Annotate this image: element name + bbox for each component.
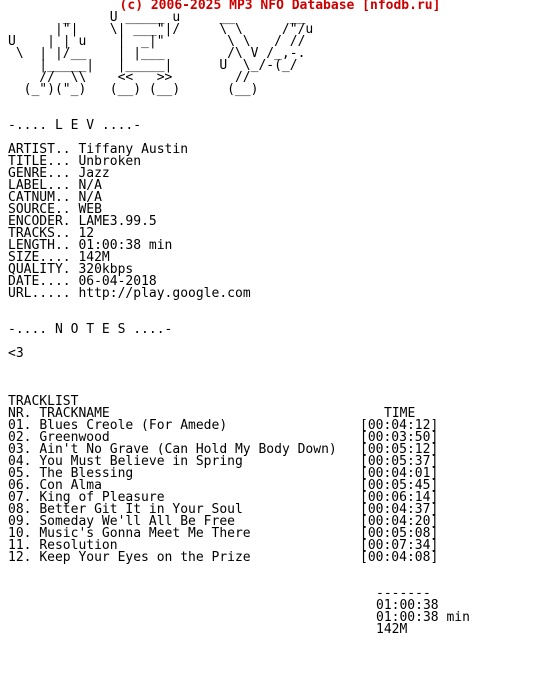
info-source: SOURCE.. WEB bbox=[8, 202, 102, 217]
section-heading-notes: -.... N O T E S ....- bbox=[8, 322, 173, 337]
info-length: LENGTH.. 01:00:38 min bbox=[8, 238, 173, 253]
info-tracks: TRACKS.. 12 bbox=[8, 226, 95, 241]
header-time: TIME bbox=[384, 406, 416, 421]
total-size: 142M bbox=[376, 622, 408, 637]
track-row: 05. The Blessing [00:04:01] bbox=[8, 466, 439, 481]
info-date: DATE.... 06-04-2018 bbox=[8, 274, 157, 289]
total-duration-min: 01:00:38 min bbox=[376, 610, 470, 625]
release-info bbox=[8, 144, 251, 300]
track-row: 03. Ain't No Grave (Can Hold My Body Down) [00:05:12] bbox=[8, 442, 439, 457]
track-row: 02. Greenwood [00:03:50] bbox=[8, 430, 439, 445]
track-row: 04. You Must Believe in Spring [00:05:37] bbox=[8, 454, 439, 469]
track-row: 11. Resolution [00:07:34] bbox=[8, 538, 439, 553]
info-label: LABEL... N/A bbox=[8, 178, 102, 193]
info-encoder: ENCODER. LAME3.99.5 bbox=[8, 214, 157, 229]
track-row: 08. Better Git It in Your Soul [00:04:37] bbox=[8, 502, 439, 517]
track-row: 06. Con Alma [00:05:45] bbox=[8, 478, 439, 493]
info-catnum: CATNUM.. N/A bbox=[8, 190, 102, 205]
section-heading-lev: -.... L E V ....- bbox=[8, 118, 142, 133]
track-row: 07. King of Pleasure [00:06:14] bbox=[8, 490, 439, 505]
ascii-art-logo: _ U _____ u __ __ |"| \| ___"|/ \ \ /"/u U | | u | _|" \ \ / // \ | |/__ | |___ /\ V /_,-. |_____| |_____| U \_/-(_/ // \\ << >> // (_")("_) (__) (__) (__) bbox=[8, 10, 314, 97]
info-artist: ARTIST.. Tiffany Austin bbox=[8, 142, 189, 157]
totals-rule: ------- bbox=[376, 586, 431, 601]
total-duration: 01:00:38 bbox=[376, 598, 439, 613]
info-title: TITLE... Unbroken bbox=[8, 154, 142, 169]
info-size: SIZE.... 142M bbox=[8, 250, 110, 265]
site-banner: (c) 2006-2025 MP3 NFO Database [nfodb.ru] bbox=[119, 0, 441, 13]
totals bbox=[376, 588, 470, 636]
notes-text: <3 bbox=[8, 346, 24, 361]
track-row: 01. Blues Creole (For Amede) [00:04:12] bbox=[8, 418, 439, 433]
tracklist bbox=[8, 420, 448, 564]
track-row: 10. Music's Gonna Meet Me There [00:05:08] bbox=[8, 526, 439, 541]
track-row: 09. Someday We'll All Be Free [00:04:20] bbox=[8, 514, 439, 529]
header-trackname: NR. TRACKNAME bbox=[8, 406, 110, 421]
info-url: URL..... http://play.google.com bbox=[8, 286, 251, 301]
info-quality: QUALITY. 320kbps bbox=[8, 262, 134, 277]
tracklist-title: TRACKLIST bbox=[8, 394, 79, 409]
track-row: 12. Keep Your Eyes on the Prize [00:04:08] bbox=[8, 550, 439, 565]
info-genre: GENRE... Jazz bbox=[8, 166, 110, 181]
